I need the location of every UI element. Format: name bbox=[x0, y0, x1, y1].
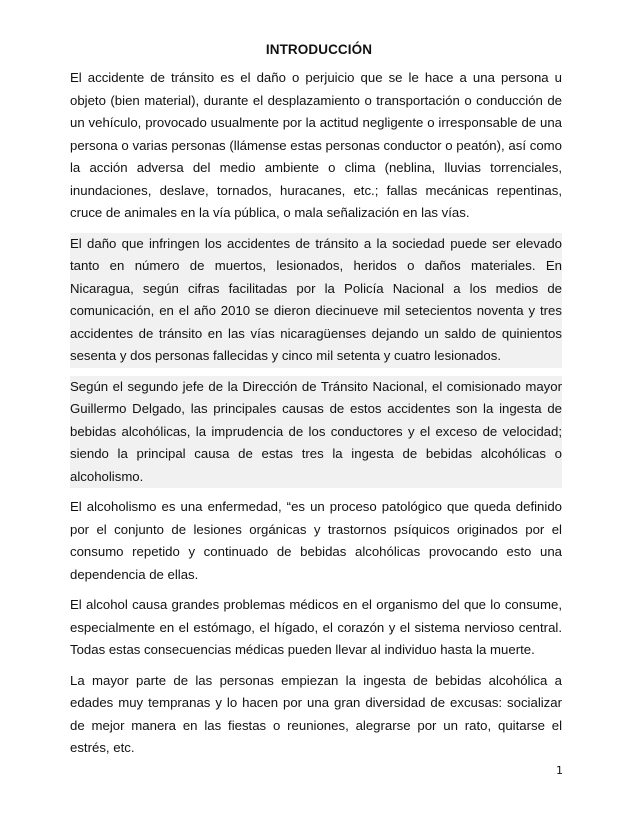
paragraph-4: El alcoholismo es una enfermedad, “es un proceso patológico que queda definido por el conjunto de lesiones orgánicas y trastornos psíquicos originados por el consumo repetido y continuado de bebidas alcohólicas provocando esto una dependencia de ellas. bbox=[70, 499, 562, 582]
page-number: 1 bbox=[556, 764, 563, 777]
paragraph-3: Según el segundo jefe de la Dirección de Tránsito Nacional, el comisionado mayor Guillermo Delgado, las principales causas de estos accidentes son la ingesta de bebidas alcohólicas, la imprudencia de los conductores y el exceso de velocidad; siendo la principal causa de estas tres la ingesta de bebidas alcohólicas o alcoholismo. bbox=[70, 376, 562, 489]
paragraph-2: El daño que infringen los accidentes de tránsito a la sociedad puede ser elevado tanto en número de muertos, lesionados, heridos o daños materiales. En Nicaragua, según cifras facilitadas por la Policía Nacional a los medios de comunicación, en el año 2010 se dieron diecinueve mil setecientos noventa y tres accidentes de tránsito en las vías nicaragüenses dejando un saldo de quinientos sesenta y dos personas fallecidas y cinco mil setenta y cuatro lesionados. bbox=[70, 233, 562, 368]
document-body bbox=[70, 67, 562, 768]
paragraph-1: El accidente de tránsito es el daño o perjuicio que se le hace a una persona u objeto (bien material), durante el desplazamiento o transportación o conducción de un vehículo, provocado usualmente por la actitud negligente o irresponsable de una persona o varias personas (llámense estas personas conductor o peatón), así como la acción adversa del medio ambiente o clima (neblina, lluvias torrenciales, inundaciones, deslave, tornados, huracanes, etc.; fallas mecánicas repentinas, cruce de animales en la vía pública, o mala señalización en las vías. bbox=[70, 70, 562, 220]
paragraph-5: El alcohol causa grandes problemas médicos en el organismo del que lo consume, especialmente en el estómago, el hígado, el corazón y el sistema nervioso central. Todas estas consecuencias médicas pueden llevar al individuo hasta la muerte. bbox=[70, 597, 562, 657]
paragraph-6: La mayor parte de las personas empiezan la ingesta de bebidas alcohólica a edades muy tempranas y lo hacen por una gran diversidad de excusas: socializar de mejor manera en las fiestas o reuniones, alegrarse por un rato, quitarse el estrés, etc. bbox=[70, 672, 562, 755]
page-title: INTRODUCCIÓN bbox=[265, 42, 373, 57]
